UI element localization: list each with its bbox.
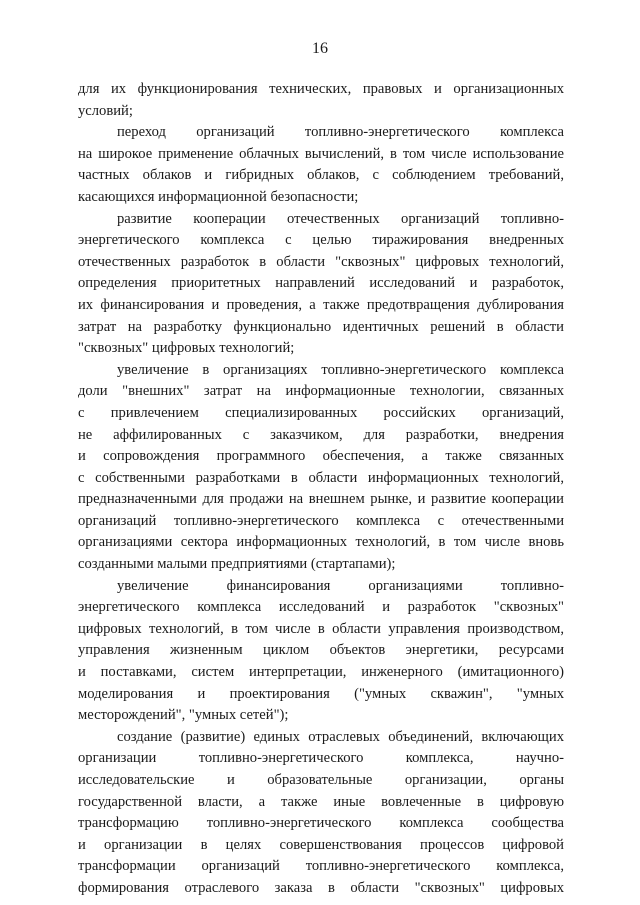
text-line: организаций топливно-энергетического комплекса с отечественными <box>78 512 564 529</box>
text-line: с привлечением специализированных российских организаций, <box>78 404 564 421</box>
text-line: формирования отраслевого заказа в области "сквозных" цифровых <box>78 879 564 896</box>
text-line: трансформацию топливно-энергетического комплекса сообщества <box>78 815 564 832</box>
text-line: энергетического комплекса с целью тиражирования внедренных <box>78 232 564 249</box>
text-line: государственной власти, а также иные вовлеченные в цифровую <box>78 793 564 810</box>
text-line: "сквозных" цифровых технологий; <box>78 340 295 357</box>
text-line: и поставками, систем интерпретации, инженерного (имитационного) <box>78 664 564 681</box>
text-line: отечественных разработок в области "сквозных" цифровых технологий, <box>78 253 564 270</box>
text-line: с собственными разработками в области информационных технологий, <box>78 469 564 486</box>
text-line: организациями сектора информационных технологий, в том числе вновь <box>78 534 564 551</box>
text-line: исследовательские и образовательные организации, органы <box>78 772 564 788</box>
text-line: частных облаков и гибридных облаков, с соблюдением требований, <box>78 167 564 184</box>
text-line: предназначенными для продажи на внешнем рынке, и развитие кооперации <box>78 491 564 508</box>
text-line: определения приоритетных направлений исследований и разработок, <box>78 275 564 292</box>
text-line: не аффилированных с заказчиком, для разработки, внедрения <box>78 426 564 443</box>
text-line: месторождений", "умных сетей"); <box>78 707 289 724</box>
text-line: управления жизненным циклом объектов энергетики, ресурсами <box>78 642 564 659</box>
text-line: и организации в целях совершенствования процессов цифровой <box>78 836 564 853</box>
text-line: трансформации организаций топливно-энергетического комплекса, <box>78 858 564 875</box>
text-line: развитие кооперации отечественных организаций топливно- <box>117 210 564 227</box>
text-line: и сопровождения программного обеспечения, а также связанных <box>78 448 564 465</box>
text-line: затрат на разработку функционально идентичных решений в области <box>78 318 564 335</box>
text-line: переход организаций топливно-энергетического комплекса <box>117 124 564 141</box>
text-line: на широкое применение облачных вычислений, в том числе использование <box>78 145 564 162</box>
text-line: условий; <box>78 102 133 119</box>
text-line: доли "внешних" затрат на информационные технологии, связанных <box>78 383 564 400</box>
text-line: создание (развитие) единых отраслевых объединений, включающих <box>117 728 564 745</box>
text-line: энергетического комплекса исследований и разработок "сквозных" <box>78 599 564 616</box>
document-body <box>78 79 564 900</box>
text-line: для их функционирования технических, правовых и организационных <box>78 81 564 97</box>
text-line: касающихся информационной безопасности; <box>78 188 359 205</box>
text-line: увеличение финансирования организациями топливно- <box>117 577 564 594</box>
text-line: созданными малыми предприятиями (стартапами); <box>78 556 396 573</box>
text-line: увеличение в организациях топливно-энергетического комплекса <box>117 361 564 378</box>
text-line: моделирования и проектирования ("умных скважин", "умных <box>78 685 564 702</box>
text-line: организации топливно-энергетического комплекса, научно- <box>78 750 564 767</box>
text-line: их финансирования и проведения, а также предотвращения дублирования <box>78 296 564 313</box>
page-number: 16 <box>312 40 328 57</box>
text-line: цифровых технологий, в том числе в области управления производством, <box>78 620 564 637</box>
